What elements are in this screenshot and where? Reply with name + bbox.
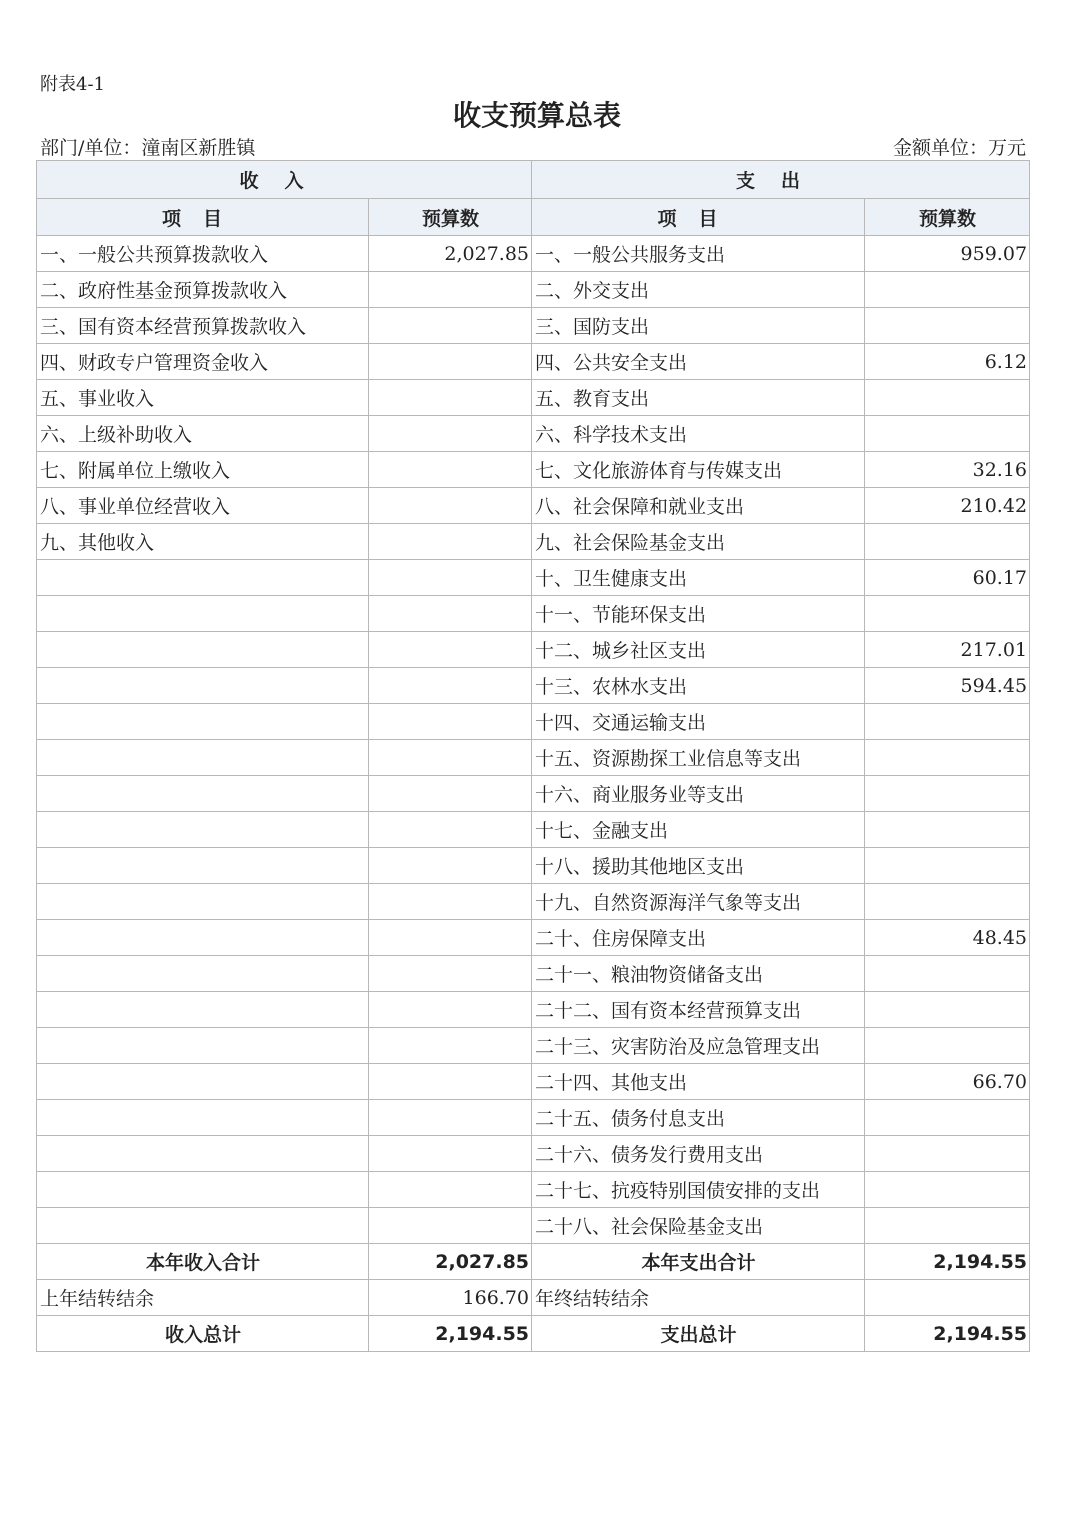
expense-item-cell: 七、文化旅游体育与传媒支出 <box>532 452 865 488</box>
income-amount-cell <box>369 524 532 560</box>
expense-item-cell: 十七、金融支出 <box>532 812 865 848</box>
expense-item-cell: 二十六、债务发行费用支出 <box>532 1136 865 1172</box>
expense-amount-cell: 32.16 <box>865 452 1030 488</box>
expense-item-cell: 十五、资源勘探工业信息等支出 <box>532 740 865 776</box>
income-amount-cell <box>369 1136 532 1172</box>
expense-amount-cell <box>865 1136 1030 1172</box>
expense-item-cell: 一、一般公共服务支出 <box>532 236 865 272</box>
table-row <box>37 992 1030 1028</box>
table-row <box>37 1028 1030 1064</box>
income-item-cell <box>37 920 369 956</box>
income-item-cell <box>37 1172 369 1208</box>
income-item-cell: 三、国有资本经营预算拨款收入 <box>37 308 369 344</box>
income-item-cell: 一、一般公共预算拨款收入 <box>37 236 369 272</box>
expense-amount-cell <box>865 884 1030 920</box>
income-item-cell <box>37 704 369 740</box>
income-item-cell <box>37 956 369 992</box>
income-amount-cell <box>369 848 532 884</box>
carryover-income-amount: 166.70 <box>369 1280 532 1316</box>
year-income-total-label: 本年收入合计 <box>37 1244 369 1280</box>
income-amount-cell <box>369 704 532 740</box>
income-item-cell <box>37 776 369 812</box>
expense-item-cell: 二十四、其他支出 <box>532 1064 865 1100</box>
amount-unit-label: 金额单位：万元 <box>892 137 1026 159</box>
expense-amount-cell <box>865 956 1030 992</box>
income-item-cell <box>37 812 369 848</box>
table-row <box>37 344 1030 380</box>
income-item-cell <box>37 596 369 632</box>
expense-budget-header: 预算数 <box>865 199 1030 236</box>
expense-item-cell: 十一、节能环保支出 <box>532 596 865 632</box>
year-total-row <box>37 1244 1030 1280</box>
income-amount-cell <box>369 1172 532 1208</box>
income-amount-cell <box>369 344 532 380</box>
table-row <box>37 272 1030 308</box>
income-amount-cell <box>369 992 532 1028</box>
table-row <box>37 1100 1030 1136</box>
expense-section-header: 支出 <box>532 161 1030 199</box>
expense-item-cell: 二、外交支出 <box>532 272 865 308</box>
expense-amount-cell <box>865 1208 1030 1244</box>
income-amount-cell <box>369 380 532 416</box>
table-row <box>37 1208 1030 1244</box>
table-row <box>37 1136 1030 1172</box>
grand-income-total-amount: 2,194.55 <box>369 1316 532 1352</box>
expense-amount-cell <box>865 524 1030 560</box>
expense-amount-cell <box>865 596 1030 632</box>
income-amount-cell <box>369 596 532 632</box>
table-row <box>37 560 1030 596</box>
expense-item-cell: 十、卫生健康支出 <box>532 560 865 596</box>
table-row <box>37 524 1030 560</box>
expense-amount-cell <box>865 416 1030 452</box>
expense-amount-cell <box>865 848 1030 884</box>
table-row <box>37 956 1030 992</box>
income-amount-cell <box>369 812 532 848</box>
carryover-row <box>37 1280 1030 1316</box>
expense-item-cell: 二十五、债务付息支出 <box>532 1100 865 1136</box>
income-item-cell <box>37 884 369 920</box>
income-item-cell <box>37 1100 369 1136</box>
income-item-cell <box>37 1208 369 1244</box>
expense-amount-cell <box>865 1100 1030 1136</box>
expense-item-header: 项目 <box>532 199 865 236</box>
expense-item-cell: 十二、城乡社区支出 <box>532 632 865 668</box>
table-row <box>37 668 1030 704</box>
income-item-cell: 二、政府性基金预算拨款收入 <box>37 272 369 308</box>
expense-amount-cell <box>865 1028 1030 1064</box>
income-item-header: 项目 <box>37 199 369 236</box>
expense-amount-cell: 66.70 <box>865 1064 1030 1100</box>
expense-item-cell: 九、社会保险基金支出 <box>532 524 865 560</box>
income-item-cell <box>37 992 369 1028</box>
expense-amount-cell <box>865 380 1030 416</box>
income-item-cell: 九、其他收入 <box>37 524 369 560</box>
grand-income-total-label: 收入总计 <box>37 1316 369 1352</box>
table-row <box>37 236 1030 272</box>
income-item-cell <box>37 740 369 776</box>
expense-amount-cell: 60.17 <box>865 560 1030 596</box>
income-item-cell <box>37 560 369 596</box>
income-amount-cell <box>369 740 532 776</box>
page-title: 收支预算总表 <box>452 99 621 132</box>
expense-amount-cell: 217.01 <box>865 632 1030 668</box>
expense-amount-cell <box>865 740 1030 776</box>
expense-amount-cell: 48.45 <box>865 920 1030 956</box>
expense-item-cell: 五、教育支出 <box>532 380 865 416</box>
table-row <box>37 848 1030 884</box>
expense-item-cell: 十八、援助其他地区支出 <box>532 848 865 884</box>
expense-amount-cell <box>865 704 1030 740</box>
table-row <box>37 1172 1030 1208</box>
table-row <box>37 416 1030 452</box>
income-amount-cell <box>369 668 532 704</box>
table-row <box>37 452 1030 488</box>
expense-amount-cell <box>865 1172 1030 1208</box>
income-item-cell: 六、上级补助收入 <box>37 416 369 452</box>
annex-label: 附表4-1 <box>40 74 105 95</box>
income-item-cell <box>37 1064 369 1100</box>
expense-amount-cell <box>865 812 1030 848</box>
expense-item-cell: 二十八、社会保险基金支出 <box>532 1208 865 1244</box>
expense-item-cell: 二十、住房保障支出 <box>532 920 865 956</box>
income-amount-cell <box>369 884 532 920</box>
expense-item-cell: 二十三、灾害防治及应急管理支出 <box>532 1028 865 1064</box>
income-amount-cell <box>369 920 532 956</box>
expense-amount-cell: 594.45 <box>865 668 1030 704</box>
expense-amount-cell <box>865 272 1030 308</box>
expense-amount-cell: 959.07 <box>865 236 1030 272</box>
income-item-cell: 七、附属单位上缴收入 <box>37 452 369 488</box>
income-item-cell <box>37 668 369 704</box>
expense-item-cell: 二十二、国有资本经营预算支出 <box>532 992 865 1028</box>
carryover-expense-label: 年终结转结余 <box>532 1280 865 1316</box>
table-row <box>37 1064 1030 1100</box>
income-amount-cell <box>369 272 532 308</box>
grand-expense-total-label: 支出总计 <box>532 1316 865 1352</box>
year-expense-total-label: 本年支出合计 <box>532 1244 865 1280</box>
expense-item-cell: 四、公共安全支出 <box>532 344 865 380</box>
income-amount-cell <box>369 776 532 812</box>
expense-amount-cell: 6.12 <box>865 344 1030 380</box>
table-row <box>37 884 1030 920</box>
income-item-cell <box>37 1136 369 1172</box>
income-amount-cell <box>369 1028 532 1064</box>
income-amount-cell <box>369 416 532 452</box>
expense-item-cell: 十六、商业服务业等支出 <box>532 776 865 812</box>
income-amount-cell <box>369 632 532 668</box>
expense-item-cell: 三、国防支出 <box>532 308 865 344</box>
income-item-cell <box>37 1028 369 1064</box>
expense-amount-cell <box>865 776 1030 812</box>
income-item-cell: 八、事业单位经营收入 <box>37 488 369 524</box>
budget-summary-table <box>36 160 1030 1352</box>
expense-amount-cell <box>865 308 1030 344</box>
table-row <box>37 308 1030 344</box>
expense-item-cell: 二十一、粮油物资储备支出 <box>532 956 865 992</box>
income-amount-cell <box>369 488 532 524</box>
year-income-total-amount: 2,027.85 <box>369 1244 532 1280</box>
income-amount-cell <box>369 308 532 344</box>
expense-item-cell: 十四、交通运输支出 <box>532 704 865 740</box>
table-row <box>37 776 1030 812</box>
income-amount-cell <box>369 956 532 992</box>
table-row <box>37 812 1030 848</box>
carryover-income-label: 上年结转结余 <box>37 1280 369 1316</box>
grand-expense-total-amount: 2,194.55 <box>865 1316 1030 1352</box>
expense-amount-cell: 210.42 <box>865 488 1030 524</box>
income-item-cell: 四、财政专户管理资金收入 <box>37 344 369 380</box>
table-row <box>37 488 1030 524</box>
income-item-cell: 五、事业收入 <box>37 380 369 416</box>
income-amount-cell <box>369 560 532 596</box>
year-expense-total-amount: 2,194.55 <box>865 1244 1030 1280</box>
table-row <box>37 920 1030 956</box>
table-row <box>37 704 1030 740</box>
income-item-cell <box>37 848 369 884</box>
expense-item-cell: 六、科学技术支出 <box>532 416 865 452</box>
income-amount-cell <box>369 1208 532 1244</box>
expense-amount-cell <box>865 992 1030 1028</box>
income-item-cell <box>37 632 369 668</box>
carryover-expense-amount <box>865 1280 1030 1316</box>
income-amount-cell <box>369 452 532 488</box>
grand-total-row <box>37 1316 1030 1352</box>
income-section-header: 收入 <box>37 161 532 199</box>
expense-item-cell: 十三、农林水支出 <box>532 668 865 704</box>
table-row <box>37 596 1030 632</box>
table-row <box>37 380 1030 416</box>
income-amount-cell <box>369 1064 532 1100</box>
expense-item-cell: 十九、自然资源海洋气象等支出 <box>532 884 865 920</box>
income-amount-cell: 2,027.85 <box>369 236 532 272</box>
income-amount-cell <box>369 1100 532 1136</box>
income-budget-header: 预算数 <box>369 199 532 236</box>
department-label: 部门/单位：潼南区新胜镇 <box>40 137 256 159</box>
expense-item-cell: 八、社会保障和就业支出 <box>532 488 865 524</box>
table-row <box>37 740 1030 776</box>
table-row <box>37 632 1030 668</box>
expense-item-cell: 二十七、抗疫特别国债安排的支出 <box>532 1172 865 1208</box>
